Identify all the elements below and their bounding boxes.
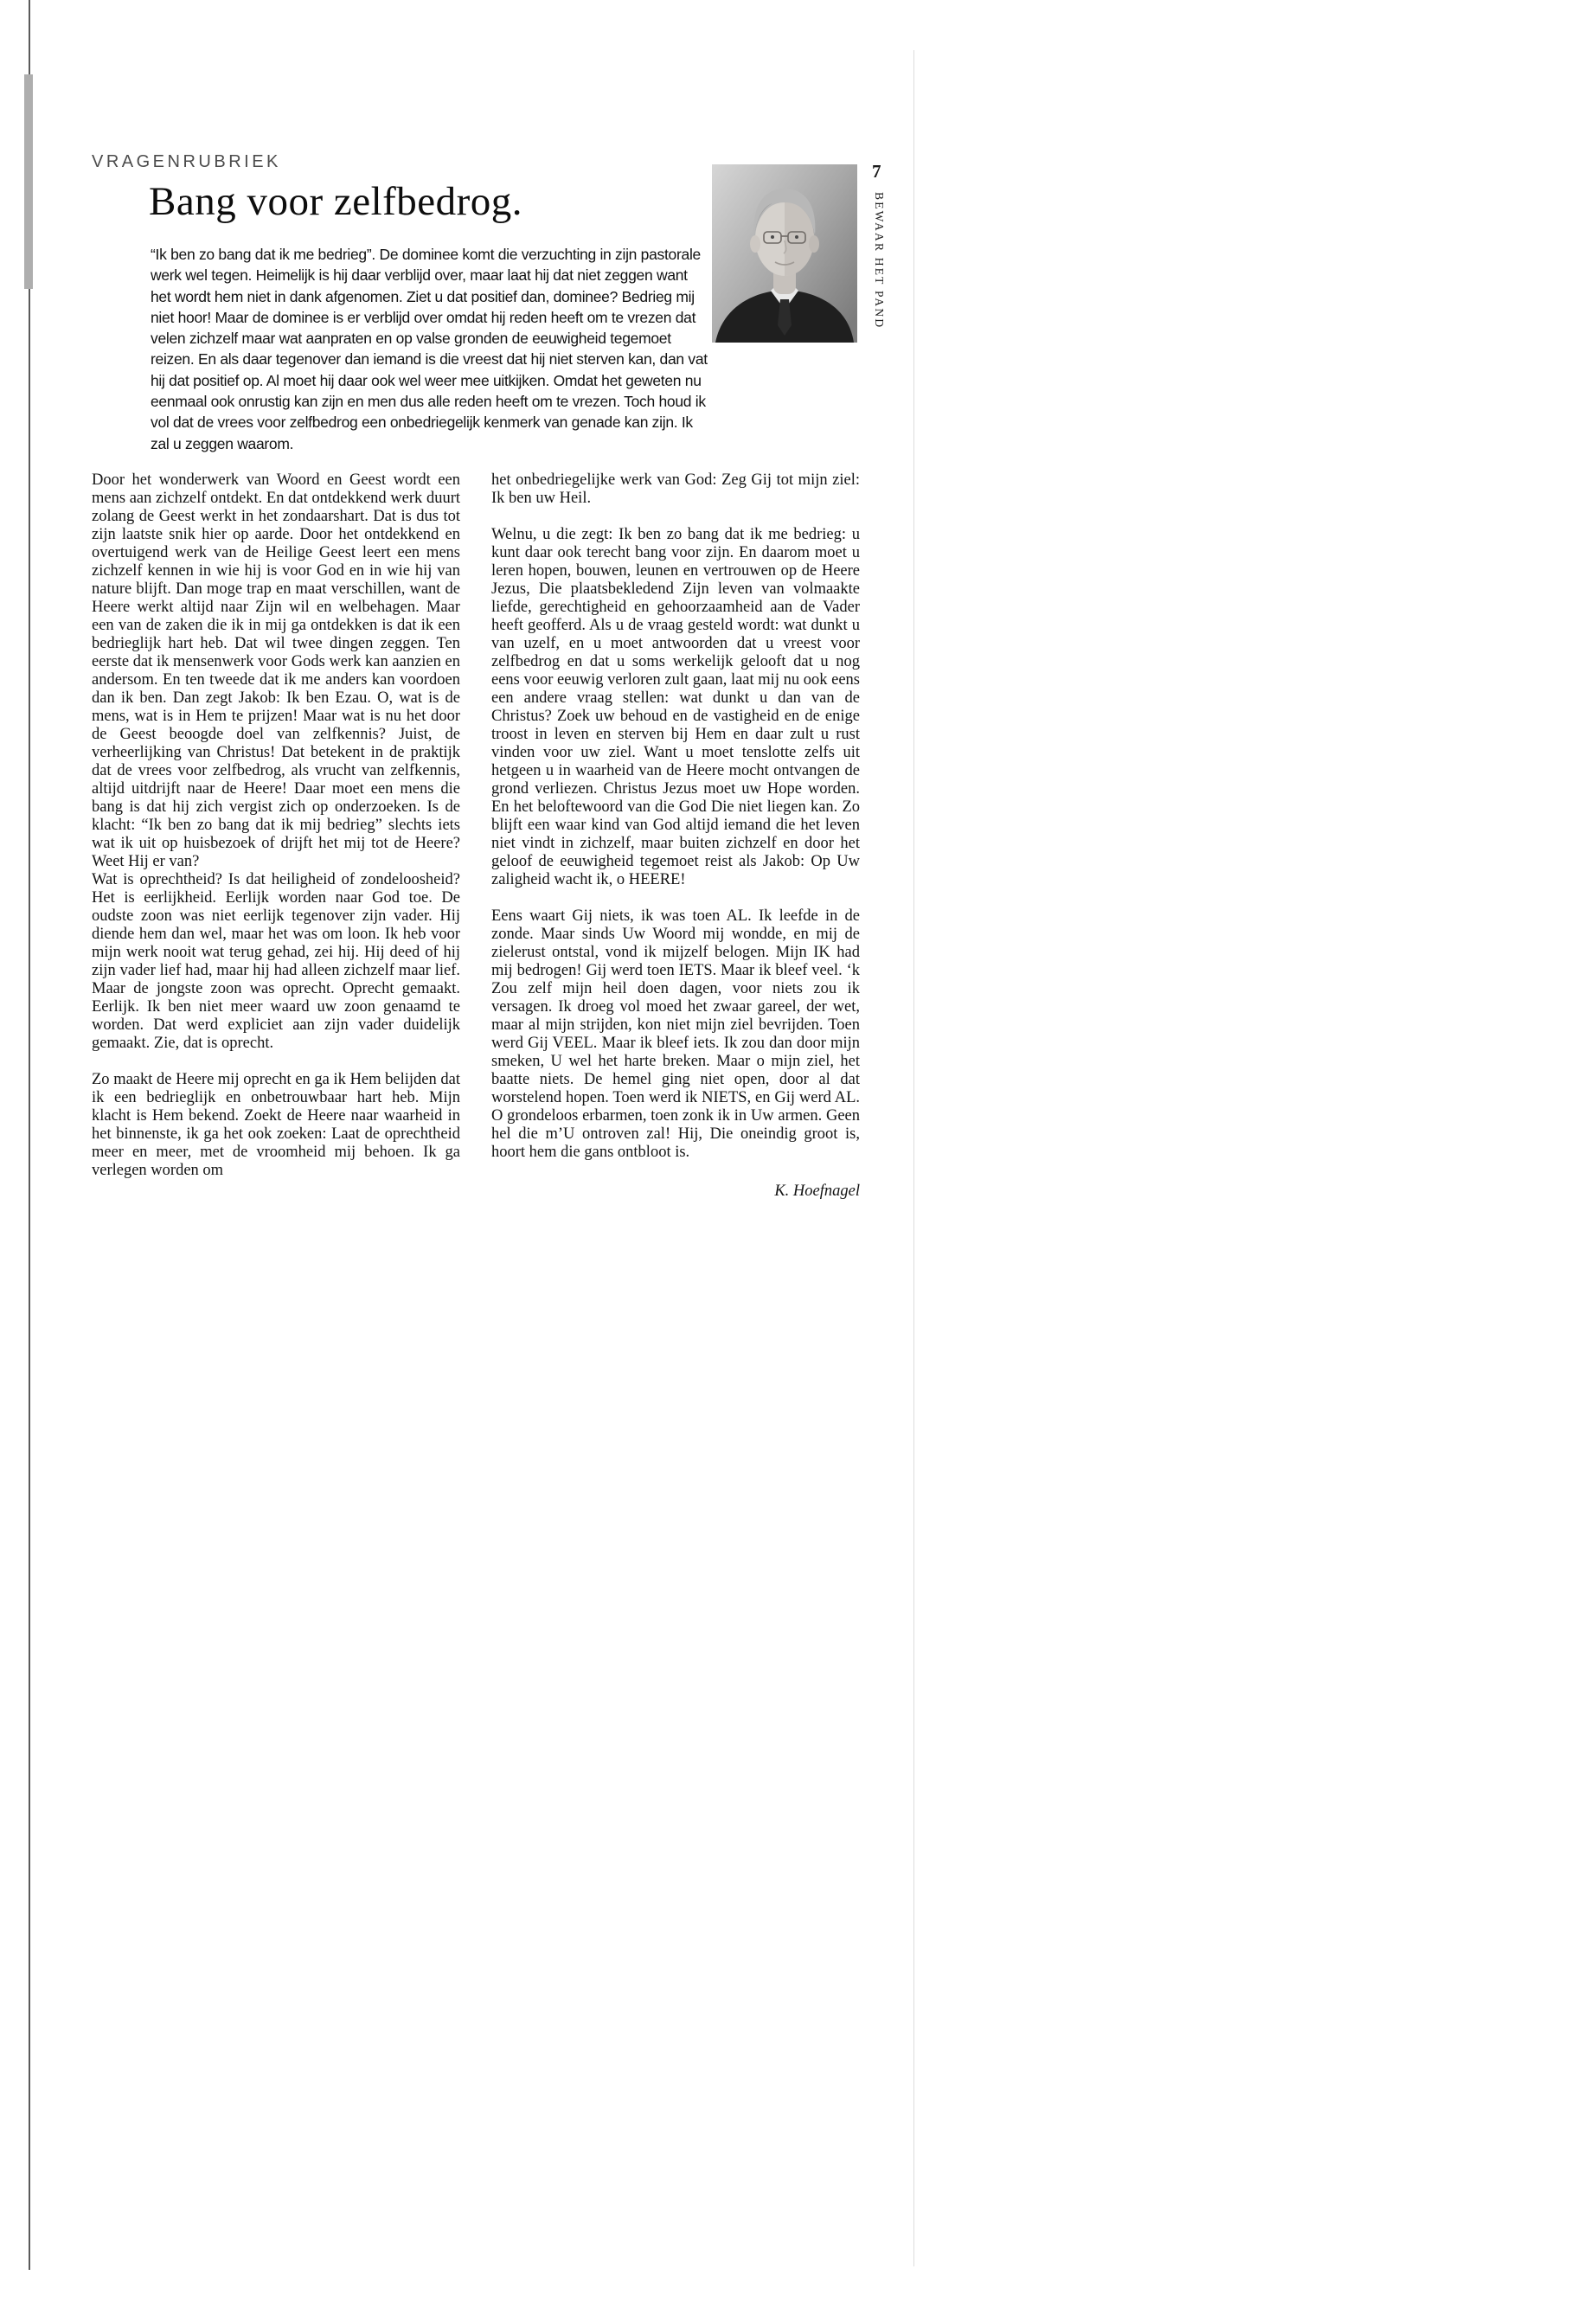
- body-paragraph: Wat is oprechtheid? Is dat heiligheid of zondeloosheid? Het is eerlijkheid. Eerlijk worden naar God toe. De oudste zoon was niet eerlijk tegenover zijn vader. Hij diende hem dan wel, maar het was om loon. Ik heb voor mijn werk nooit wat terug gehad, zei hij. Hij deed of hij zijn vader lief had, maar hij had alleen zichzelf maar lief. Maar de jongste zoon was oprecht. Oprecht gemaakt. Eerlijk. Ik ben niet meer waard uw zoon genaamd te worden. Dat werd expliciet aan zijn vader duidelijk gemaakt. Zie, dat is oprecht.: [92, 871, 460, 1052]
- article-intro: “Ik ben zo bang dat ik me bedrieg”. De dominee komt die verzuchting in zijn pastorale werk wel tegen. Heimelijk is hij daar verblijd over, maar laat hij dat niet zeggen want het wordt hem niet in dank afgenomen. Ziet u dat positief dan, dominee? Bedrieg mij niet hoor! Maar de dominee is er verblijd over omdat hij reden heeft om te vrezen dat velen zichzelf maar wat aanpraten en op valse gronden de eeuwigheid tegemoet reizen. En als daar tegenover dan iemand is die vreest dat hij niet sterven kan, dan vat hij dat positief op. Al moet hij daar ook wel weer mee uitkijken. Omdat het geweten nu eenmaal ook onrustig kan zijn en men dus alle reden heeft om te vrezen. Toch houd ik vol dat de vrees voor zelfbedrog een onbedriegelijk kenmerk van genade kan zijn. Ik zal u zeggen waarom.: [151, 246, 708, 452]
- body-paragraph: Eens waart Gij niets, ik was toen AL. Ik leefde in de zonde. Maar sinds Uw Woord mij wondde, en mij de zielerust ontstal, vond ik mijzelf belogen. Mijn IK had mij bedrogen! Gij werd toen IETS. Maar ik bleef veel. ‘k Zou zelf mijn heil doen dagen, voor niets zou ik versagen. Ik droeg vol moed het zwaar gareel, der wet, maar al mijn strijden, kon niet mijn ziel bevrijden. Toen werd Gij VEEL. Maar ik bleef iets. Ik zou dan door mijn smeken, U wel het harte breken. Maar o mijn ziel, het baatte niets. De hemel ging niet open, door al dat worstelend hopen. Toen werd ik NIETS, en Gij werd AL. O grondeloos erbarmen, toen zonk ik in Uw armen. Geen hel die m’U ontroven zal! Hij, Die oneindig groot is, hoort hem die gans ontbloot is.: [491, 907, 860, 1161]
- body-paragraph: Zo maakt de Heere mij oprecht en ga ik Hem belijden dat ik een bedrieglijk en onbetrouwbaar hart heb. Mijn klacht is Hem bekend. Zoekt de Heere naar waarheid in het binnenste, ik ga het ook zoeken: Laat de oprechtheid meer en meer, met de vroomheid mij behoen. Ik ga verlegen worden om: [92, 1071, 460, 1179]
- author-signature: K. Hoefnagel: [774, 1183, 860, 1200]
- author-portrait-illustration: [712, 164, 857, 343]
- left-margin-bar: [24, 74, 33, 289]
- right-page-rule: [913, 50, 914, 2266]
- right-column: [491, 471, 860, 1201]
- section-rubric: VRAGENRUBRIEK: [92, 152, 281, 171]
- magazine-edge-label: BEWAAR HET PAND: [873, 192, 886, 330]
- left-column: [92, 471, 460, 1201]
- body-paragraph: Door het wonderwerk van Woord en Geest wordt een mens aan zichzelf ontdekt. En dat ontdekkend werk duurt zolang de Geest werkt in het zondaarshart. Dat is dus tot zijn laatste snik hier op aarde. Door het ontdekkend en overtuigend werk van de Heilige Geest leert een mens zichzelf kennen in wie hij is voor God en in wie hij van nature blijft. Dan moge trap en maat verschillen, want de Heere werkt altijd naar Zijn wil en welbehagen. Maar een van de zaken die ik in mij ga ontdekken is dat ik een bedrieglijk hart heb. Dat wil twee dingen zeggen. Ten eerste dat ik mensenwerk voor Gods werk kan aanzien en andersom. En ten tweede dat ik me anders kan voordoen dan ik ben. Dan zegt Jakob: Ik ben Ezau. O, wat is de mens, wat is in Hem te prijzen! Maar wat is nu het door de Geest beoogde doel van zelfkennis? Juist, de verheerlijking van Christus! Dat betekent in de praktijk dat de vrees voor zelfbedrog, als vrucht van zelfkennis, altijd uitdrijft naar de Heere! Daar moet een mens die bang is dat hij zich vergist zich op onderzoeken. Is de klacht: “Ik ben zo bang dat ik mij bedrieg” slechts iets wat ik uit op huisbezoek of drijft het mij tot de Heere? Weet Hij er van?: [92, 471, 460, 870]
- body-paragraph: Welnu, u die zegt: Ik ben zo bang dat ik me bedrieg: u kunt daar ook terecht bang voor zijn. En daarom moet u leren hopen, bouwen, leunen en vertrouwen op de Heere Jezus, Die plaatsbekledend Zijn leven van volmaakte liefde, gerechtigheid en gehoorzaamheid aan de Vader heeft geofferd. Als u de vraag gesteld wordt: wat dunkt u van uzelf, en u moet antwoorden dat u vreest voor zelfbedrog en dat u soms werkelijk gelooft dat u nog eens voor eeuwig verloren zult gaan, laat mij nu ook eens een andere vraag stellen: wat dunkt u dan van de Christus? Zoek uw behoud en de vastigheid en de enige troost in leven en sterven bij Hem en daar zult u rust vinden voor uw ziel. Want u moet tenslotte zelfs uit hetgeen u in waarheid van de Heere mocht ontvangen de grond verliezen. Christus Jezus moet uw Hope worden. En het beloftewoord van die God Die niet liegen kan. Zo blijft een waar kind van God altijd iemand die het leven niet vindt in zichzelf, maar buiten zichzelf en door het geloof de eeuwigheid tegemoet reist als Jakob: Op Uw zaligheid wacht ik, o HEERE!: [491, 526, 860, 888]
- author-photo: [712, 164, 857, 343]
- left-page-rule: [29, 0, 30, 2270]
- article-body: [92, 471, 860, 1201]
- page-number: 7: [872, 161, 881, 182]
- article-title: Bang voor zelfbedrog.: [149, 179, 523, 224]
- body-paragraph: het onbedriegelijke werk van God: Zeg Gij tot mijn ziel: Ik ben uw Heil.: [491, 471, 860, 507]
